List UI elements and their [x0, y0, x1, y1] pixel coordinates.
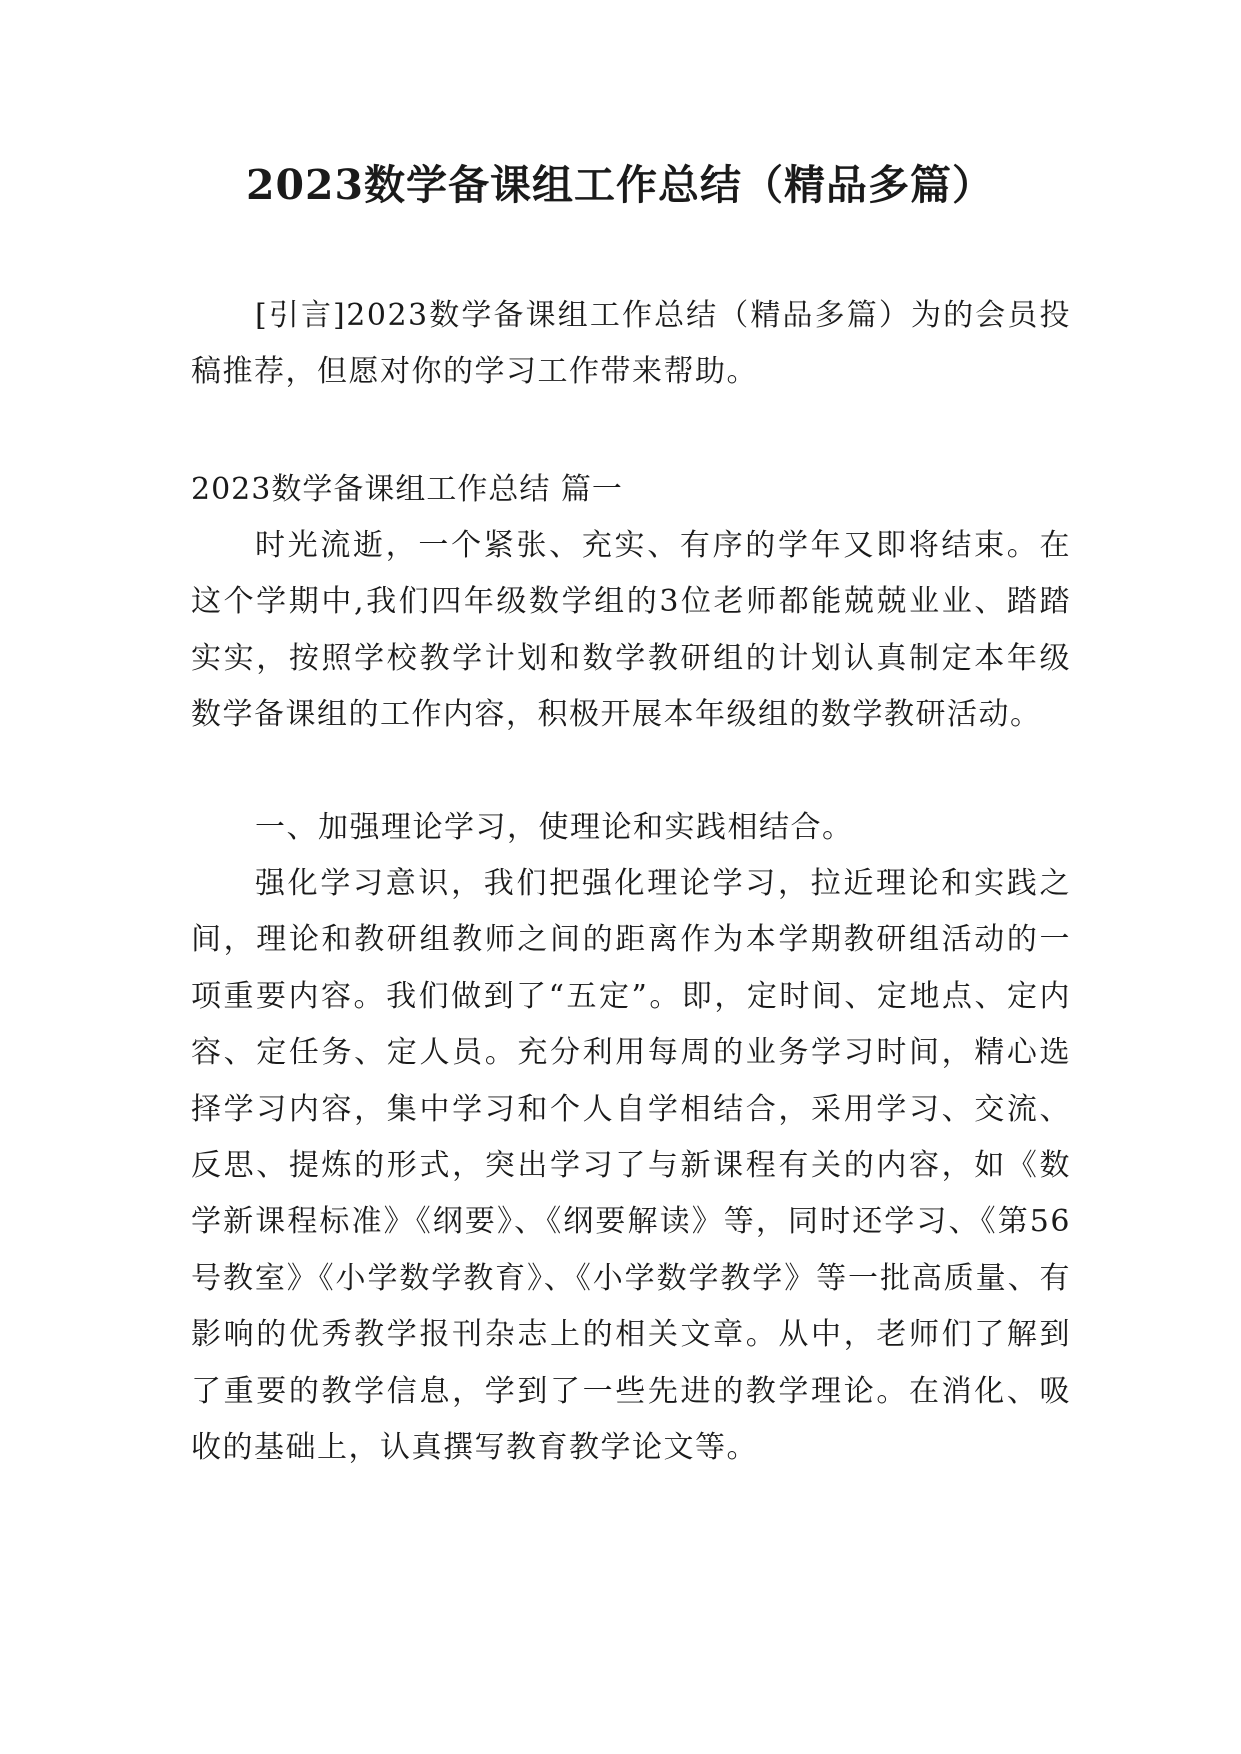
intro-paragraph: [引言]2023数学备课组工作总结（精品多篇）为的会员投稿推荐，但愿对你的学习工作带来帮助。 [191, 298, 1071, 390]
section-heading: 2023数学备课组工作总结 篇一 [191, 472, 623, 507]
body-paragraph-2: 强化学习意识，我们把强化理论学习，拉近理论和实践之间，理论和教研组教师之间的距离作为本学期教研组活动的一项重要内容。我们做到了“五定”。即，定时间、定地点、定内容、定任务、定人员。充分利用每周的业务学习时间，精心选择学习内容，集中学习和个人自学相结合，采用学习、交流、反思、提炼的形式，突出学习了与新课程有关的内容，如《数学新课程标准》《纲要》、《纲要解读》等，同时还学习、《第56号教室》《小学数学教育》、《小学数学教学》等一批高质量、有影响的优秀教学报刊杂志上的相关文章。从中，老师们了解到了重要的教学信息，学到了一些先进的教学理论。在消化、吸收的基础上，认真撰写教育教学论文等。 [191, 866, 1071, 1466]
body-paragraph-1: 时光流逝，一个紧张、充实、有序的学年又即将结束。在这个学期中,我们四年级数学组的3位老师都能兢兢业业、踏踏实实，按照学校教学计划和数学教研组的计划认真制定本年级数学备课组的工作内容，积极开展本年级组的数学教研活动。 [191, 528, 1071, 733]
document-title: 2023数学备课组工作总结（精品多篇） [245, 161, 995, 209]
subheading-paragraph: 一、加强理论学习，使理论和实践相结合。 [255, 810, 854, 845]
